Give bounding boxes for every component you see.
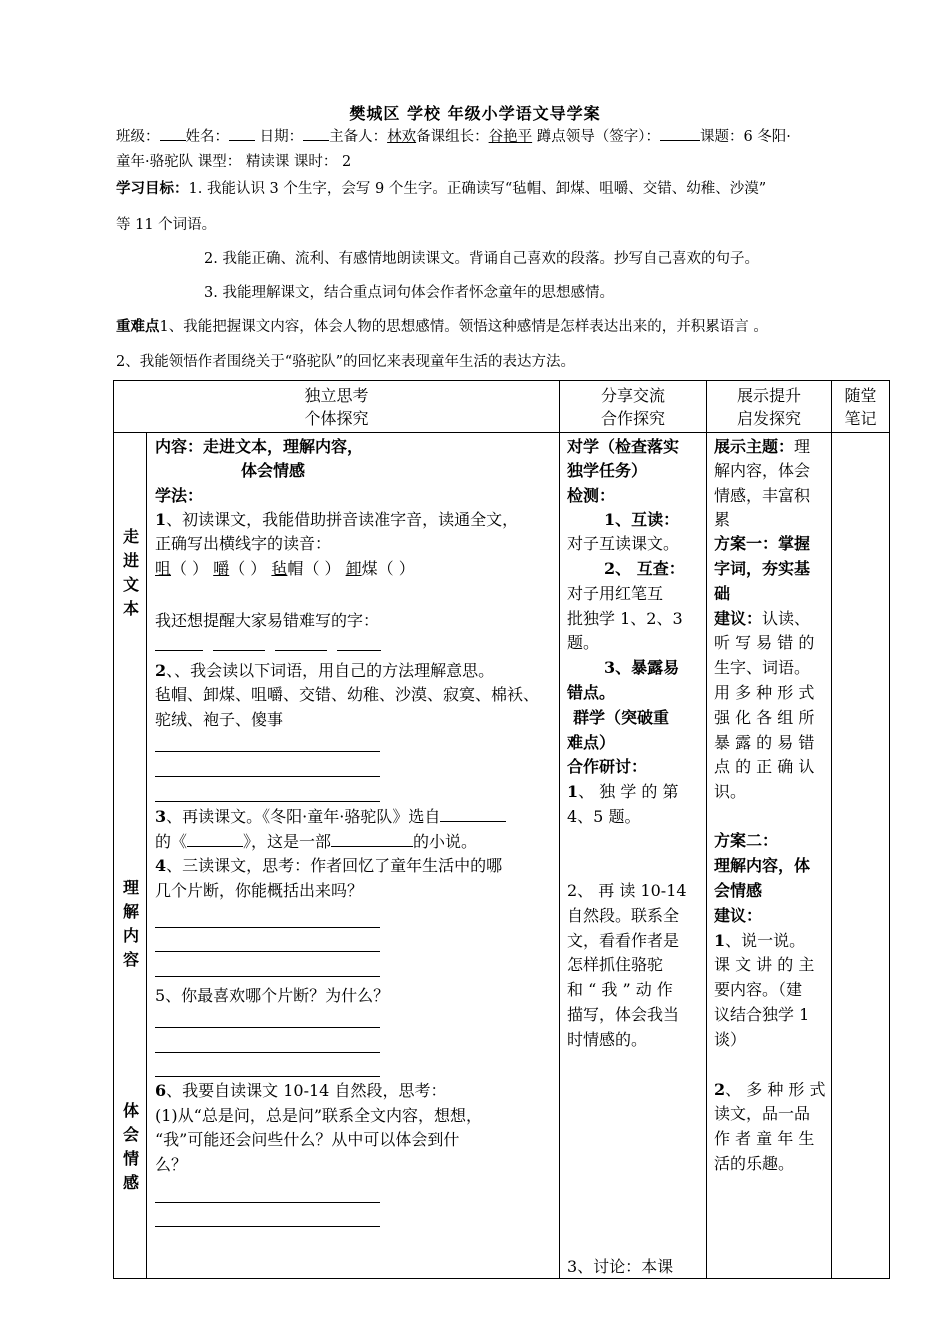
header-showcase: 展示提升 启发探究 xyxy=(707,381,832,433)
question-4: 4、三读课文，思考：作者回忆了童年生活中的哪 xyxy=(155,856,503,875)
pinyin-words: 咀（ ） 嚼（ ） 毡帽（ ） 卸煤（ ） xyxy=(155,559,415,578)
independent-study-cell xyxy=(147,433,560,1279)
answer-line xyxy=(337,650,381,651)
question-2-words-cont: 驼绒、袍子、傻事 xyxy=(155,710,284,729)
objective-1: 学习目标：1. 我能认识 3 个生字，会写 9 个生字。正确读写“毡帽、卸煤、咀嚼、交错、幼稚、沙漠” xyxy=(116,180,767,197)
date-blank xyxy=(303,127,329,141)
name-blank xyxy=(229,127,255,141)
answer-line xyxy=(155,976,380,977)
answer-line xyxy=(213,650,265,651)
remind-text: 我还想提醒大家易错难写的字： xyxy=(155,611,380,630)
method-label: 学法： xyxy=(155,486,204,505)
content-label: 内容：走进文本，理解内容， xyxy=(155,437,364,456)
side-label-enter-text: 走 进 文 本 xyxy=(122,527,139,618)
answer-line xyxy=(155,801,380,802)
question-1-cont: 正确写出横线字的读音： xyxy=(155,534,332,553)
header-independent: 独立思考 个体探究 xyxy=(114,381,560,433)
side-label-feel-emotion: 体 会 情 感 xyxy=(122,1101,139,1192)
content-label-2: 体会情感 xyxy=(241,461,306,480)
notes-cell[interactable] xyxy=(832,433,890,1279)
side-label-understand-content: 理 解 内 容 xyxy=(122,878,139,969)
answer-line xyxy=(155,1052,380,1053)
objectives-label: 学习目标： xyxy=(116,180,189,197)
objective-2: 2. 我能正确、流利、有感情地朗读课文。背诵自己喜欢的段落。抄写自己喜欢的句子。 xyxy=(204,251,759,267)
question-1: 1、初读课文，我能借助拼音读准字音，读通全文， xyxy=(155,510,519,529)
answer-line xyxy=(275,650,327,651)
showcase-cell: 展示主题：理 解内容，体会 情感，丰富积 累 方案一：掌握 字词，夯实基 础 建议：认读、 听 写 易 错 的 生字、词语。 用 多 种 形 式 强 化 各 组 所 暴 露 的 易 错 点 的 正 确 认 识。 方案二： 理解内容，体 会情感 建议： 1、说一说。 课 文 讲 的 主 要内容。（建 议结合独学 1 谈） 2、 多 种 形 式 读文，品一品 作 者 童 年 生 活的乐趣。 xyxy=(707,433,832,1279)
question-6-sub1: (1)从“总是问，总是问”联系全文内容，想想， xyxy=(155,1106,483,1125)
question-3-cont: 的《 》，这是一部 的小说。 xyxy=(155,832,478,851)
class-blank xyxy=(160,127,186,141)
answer-line xyxy=(155,1076,380,1077)
header-notes: 随堂 笔记 xyxy=(832,381,890,433)
question-4-cont: 几个片断，你能概括出来吗？ xyxy=(155,881,364,900)
answer-line xyxy=(155,650,203,651)
difficulty-1: 重难点1、我能把握课文内容，体会人物的思想感情。领悟这种感情是怎样表达出来的，并积累语言 。 xyxy=(116,318,768,335)
answer-line xyxy=(155,1226,380,1227)
question-3: 3、再读课文。《冬阳·童年·骆驼队》选自 xyxy=(155,805,506,829)
meta-line-1: 班级： 姓名： 日期： 主备人：林欢备课组长：谷艳平 蹲点领导（签字）： 课题：6 冬阳· xyxy=(116,129,791,145)
objective-1-cont: 等 11 个词语。 xyxy=(116,217,217,233)
question-5: 5、你最喜欢哪个片断？为什么？ xyxy=(155,986,390,1005)
header-share: 分享交流 合作探究 xyxy=(560,381,707,433)
answer-line xyxy=(155,1202,380,1203)
question-6-sub1-end: 么？ xyxy=(155,1155,188,1174)
sharing-cell: 对学（检查落实 独学任务） 检测： 1、互读： 对子互读课文。 2、 互查： 对子用红笔互 批独学 1、2、3 题。 3、暴露易 错点。 群学（突破重 难点） 合作研讨： 1、 独 学 的 第 4、5 题。 2、 再 读 10-14 自然段。联系全 文，看看作者是 怎样抓住骆驼 和 “ 我 ” 动 作 描写，体会我当 时情感的。 3、讨论：本课 xyxy=(560,433,707,1279)
side-label-column xyxy=(114,433,147,1279)
difficulty-2: 2、我能领悟作者围绕关于“骆驼队”的回忆来表现童年生活的表达方法。 xyxy=(116,354,576,370)
answer-line xyxy=(155,927,380,928)
difficulty-label: 重难点 xyxy=(116,318,160,335)
answer-line xyxy=(155,776,380,777)
study-table xyxy=(113,380,890,1279)
question-2: 2、、我会读以下词语，用自己的方法理解意思。 xyxy=(155,661,495,680)
question-6: 6、我要自读课文 10-14 自然段，思考： xyxy=(155,1081,447,1100)
signature-blank xyxy=(660,127,700,141)
group-leader-name: 谷艳平 xyxy=(488,129,533,145)
answer-line xyxy=(155,1027,380,1028)
page-title: 樊城区 学校 年级小学语文导学案 xyxy=(349,104,601,123)
answer-line xyxy=(155,751,380,752)
objective-3: 3. 我能理解课文，结合重点词句体会作者怀念童年的思想感情。 xyxy=(204,285,614,301)
answer-line xyxy=(155,951,380,952)
question-2-words: 毡帽、卸煤、咀嚼、交错、幼稚、沙漠、寂寞、棉袄、 xyxy=(155,685,540,704)
question-6-sub1-cont: “我”可能还会问些什么？从中可以体会到什 xyxy=(155,1130,460,1149)
preparer-name: 林欢 xyxy=(387,129,417,145)
meta-line-2: 童年·骆驼队 课型： 精读课 课时： 2 xyxy=(116,154,352,170)
